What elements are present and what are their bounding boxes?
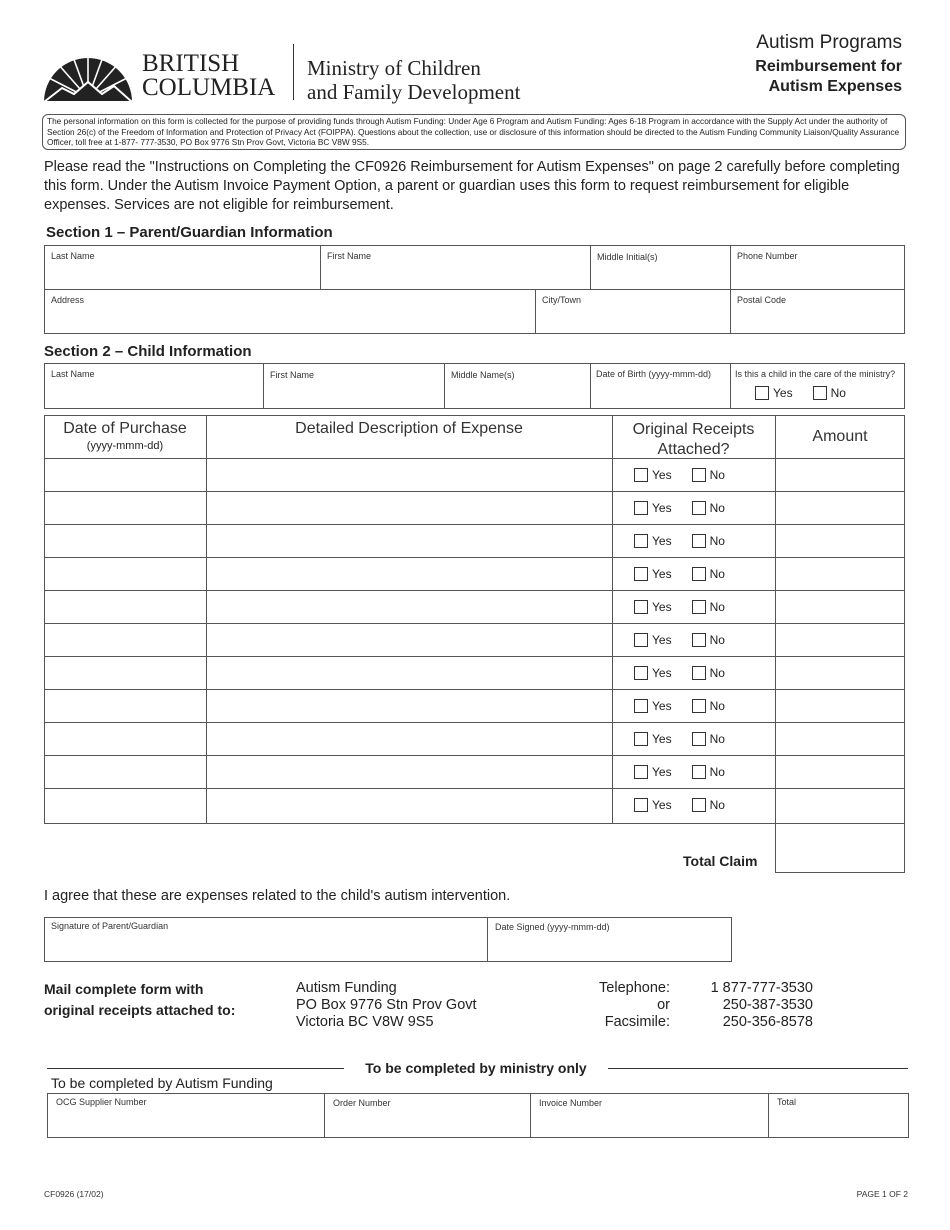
receipts-no-label: No: [709, 666, 725, 680]
receipts-attached: [634, 468, 725, 482]
receipts-no-checkbox[interactable]: [692, 798, 706, 812]
receipts-yes-checkbox[interactable]: [634, 798, 648, 812]
purchase-date-cell[interactable]: [45, 591, 205, 622]
receipts-no-checkbox[interactable]: [692, 600, 706, 614]
purchase-date-cell[interactable]: [45, 756, 205, 787]
amount-cell[interactable]: [776, 492, 904, 523]
receipts-yes-label: Yes: [652, 732, 672, 746]
receipts-yes-label: Yes: [652, 666, 672, 680]
receipts-yes-label: Yes: [652, 600, 672, 614]
telephone-label: Telephone:: [599, 980, 670, 996]
phone-field[interactable]: Phone Number: [737, 251, 798, 261]
expense-description-cell[interactable]: [207, 624, 611, 655]
care-question: Is this a child in the care of the ministry?: [735, 369, 896, 379]
receipts-no-label: No: [709, 732, 725, 746]
receipts-attached: [634, 732, 725, 746]
receipts-no-checkbox[interactable]: [692, 468, 706, 482]
amount-cell[interactable]: [776, 756, 904, 787]
receipts-no-checkbox[interactable]: [692, 765, 706, 779]
receipts-yes-checkbox[interactable]: [634, 501, 648, 515]
amount-cell[interactable]: [776, 624, 904, 655]
receipts-attached: [634, 699, 725, 713]
section1-title: Section 1 – Parent/Guardian Information: [46, 224, 333, 241]
purchase-date-cell[interactable]: [45, 459, 205, 490]
or-label: or: [657, 997, 670, 1013]
parent-first-name-field[interactable]: First Name: [327, 251, 372, 261]
expense-description-cell[interactable]: [207, 657, 611, 688]
ministry-total-field[interactable]: Total: [777, 1097, 797, 1107]
receipts-attached: [634, 534, 725, 548]
receipts-yes-checkbox[interactable]: [634, 633, 648, 647]
purchase-date-cell[interactable]: [45, 624, 205, 655]
parent-middle-field[interactable]: Middle Initial(s): [597, 252, 658, 262]
receipts-yes-checkbox[interactable]: [634, 732, 648, 746]
city-field[interactable]: City/Town: [542, 295, 582, 305]
fax-label: Facsimile:: [604, 1014, 670, 1030]
receipts-attached: [634, 633, 725, 647]
receipts-no-label: No: [709, 468, 725, 482]
expense-description-cell[interactable]: [207, 690, 611, 721]
purchase-date-cell[interactable]: [45, 723, 205, 754]
supplier-number-field[interactable]: OCG Supplier Number: [56, 1097, 147, 1107]
receipts-attached: [634, 567, 725, 581]
receipts-yes-checkbox[interactable]: [634, 765, 648, 779]
order-number-field[interactable]: Order Number: [333, 1098, 391, 1108]
amount-cell[interactable]: [776, 657, 904, 688]
dob-field[interactable]: Date of Birth (yyyy-mmm-dd): [596, 369, 712, 379]
agreement-text: I agree that these are expenses related to the child's autism intervention.: [44, 888, 511, 904]
expense-description-cell[interactable]: [207, 789, 611, 820]
receipts-yes-label: Yes: [652, 501, 672, 515]
receipts-yes-label: Yes: [652, 567, 672, 581]
col-amount-header: Amount: [812, 428, 868, 445]
receipts-yes-label: Yes: [652, 798, 672, 812]
amount-cell[interactable]: [776, 789, 904, 820]
receipts-attached: [634, 765, 725, 779]
ministry-line2: and Family Development: [307, 80, 521, 104]
bc-logo-icon: [42, 44, 134, 104]
child-middle-field[interactable]: Middle Name(s): [451, 370, 515, 380]
amount-cell[interactable]: [776, 591, 904, 622]
care-no-label: No: [830, 386, 846, 400]
receipts-yes-checkbox[interactable]: [634, 567, 648, 581]
signature-field[interactable]: Signature of Parent/Guardian: [51, 921, 169, 931]
form-id: CF0926 (17/02): [44, 1189, 104, 1199]
child-last-name-field[interactable]: Last Name: [51, 369, 95, 379]
invoice-number-field[interactable]: Invoice Number: [539, 1098, 603, 1108]
expense-description-cell[interactable]: [207, 525, 611, 556]
receipts-yes-checkbox[interactable]: [634, 534, 648, 548]
child-first-name-field[interactable]: First Name: [270, 370, 315, 380]
receipts-no-checkbox[interactable]: [692, 501, 706, 515]
receipts-no-checkbox[interactable]: [692, 534, 706, 548]
mail-address-3: Victoria BC V8W 9S5: [296, 1014, 434, 1030]
autism-funding-subheading: To be completed by Autism Funding: [51, 1075, 273, 1091]
receipts-yes-label: Yes: [652, 534, 672, 548]
expense-description-cell[interactable]: [207, 459, 611, 490]
receipts-yes-checkbox[interactable]: [634, 468, 648, 482]
form-title-2: Autism Expenses: [768, 78, 902, 95]
receipts-yes-label: Yes: [652, 699, 672, 713]
section2-title: Section 2 – Child Information: [44, 343, 252, 360]
total-claim-label: Total Claim: [683, 853, 758, 869]
receipts-no-label: No: [709, 798, 725, 812]
mail-instr-1: Mail complete form with: [44, 981, 204, 997]
purchase-date-cell[interactable]: [45, 525, 205, 556]
total-claim-field[interactable]: [776, 824, 904, 872]
expense-description-cell[interactable]: [207, 492, 611, 523]
care-yes-checkbox[interactable]: [755, 386, 769, 400]
receipts-yes-label: Yes: [652, 633, 672, 647]
expense-description-cell[interactable]: [207, 591, 611, 622]
telephone-1: 1 877-777-3530: [710, 980, 813, 996]
purchase-date-cell[interactable]: [45, 690, 205, 721]
amount-cell[interactable]: [776, 558, 904, 589]
receipts-attached: [634, 501, 725, 515]
expense-description-cell[interactable]: [207, 756, 611, 787]
receipts-no-label: No: [709, 600, 725, 614]
purchase-date-cell[interactable]: [45, 789, 205, 820]
receipts-attached: [634, 600, 725, 614]
brand-line2: COLUMBIA: [142, 74, 276, 101]
program-name: Autism Programs: [756, 32, 902, 53]
receipts-no-checkbox[interactable]: [692, 567, 706, 581]
mail-instr-2: original receipts attached to:: [44, 1002, 236, 1018]
ministry-line1: Ministry of Children: [307, 56, 481, 80]
receipts-yes-checkbox[interactable]: [634, 600, 648, 614]
receipts-no-checkbox[interactable]: [692, 732, 706, 746]
amount-cell[interactable]: [776, 723, 904, 754]
receipts-yes-label: Yes: [652, 765, 672, 779]
receipts-no-checkbox[interactable]: [692, 666, 706, 680]
col-desc-header: Detailed Description of Expense: [295, 420, 523, 437]
receipts-no-label: No: [709, 699, 725, 713]
purchase-date-cell[interactable]: [45, 657, 205, 688]
receipts-attached: [634, 666, 725, 680]
mail-address-2: PO Box 9776 Stn Prov Govt: [296, 997, 477, 1013]
telephone-2: 250-387-3530: [722, 997, 813, 1013]
ministry-only-heading: To be completed by ministry only: [365, 1060, 587, 1076]
address-field[interactable]: Address: [51, 295, 85, 305]
amount-cell[interactable]: [776, 525, 904, 556]
receipts-no-label: No: [709, 633, 725, 647]
expense-description-cell[interactable]: [207, 723, 611, 754]
col-date-format: (yyyy-mmm-dd): [86, 440, 164, 452]
receipts-no-label: No: [709, 567, 725, 581]
receipts-attached: [634, 798, 725, 812]
receipts-no-checkbox[interactable]: [692, 633, 706, 647]
brand-line1: BRITISH: [142, 50, 240, 77]
date-signed-field[interactable]: Date Signed (yyyy-mmm-dd): [495, 922, 610, 932]
receipts-yes-checkbox[interactable]: [634, 666, 648, 680]
receipts-no-checkbox[interactable]: [692, 699, 706, 713]
receipts-no-label: No: [709, 534, 725, 548]
receipts-no-label: No: [709, 765, 725, 779]
form-title-1: Reimbursement for: [755, 58, 902, 75]
expense-description-cell[interactable]: [207, 558, 611, 589]
col-receipts-header: Original Receipts: [632, 421, 755, 438]
col-receipts-header-2: Attached?: [657, 441, 730, 458]
purchase-date-cell[interactable]: [45, 558, 205, 589]
purchase-date-cell[interactable]: [45, 492, 205, 523]
care-yes-label: Yes: [773, 386, 793, 400]
amount-cell[interactable]: [776, 459, 904, 490]
care-no-checkbox[interactable]: [813, 386, 827, 400]
mail-address-1: Autism Funding: [296, 980, 397, 996]
receipts-yes-checkbox[interactable]: [634, 699, 648, 713]
parent-last-name-field[interactable]: Last Name: [51, 251, 95, 261]
receipts-yes-label: Yes: [652, 468, 672, 482]
intro-text: Please read the "Instructions on Completing the CF0926 Reimbursement for Autism Expenses" on page 2 carefully before completing this form. Under the Autism Invoice Payment Option, a parent or guardian uses this form to request reimbursement for eligible expenses. Services are not eligible for reimbursement.: [44, 159, 900, 213]
fax-number: 250-356-8578: [722, 1014, 813, 1030]
page-number: PAGE 1 OF 2: [856, 1189, 908, 1199]
privacy-notice: The personal information on this form is collected for the purpose of providing funds through Autism Funding: Under Age 6 Program and Autism Funding: Ages 6-18 Program in accordance with the Supply Act under the authority of Section 26(c) of the Freedom of Information and Protection of Privacy Act (FOIPPA). Questions about the collection, use or disclosure of this information should be directed to the Autism Funding Community Liaison/Quality Assurance Officer, toll free at 1-877- 777-3530, PO Box 9776 Stn Prov Govt, Victoria BC V8W 9S5.: [42, 114, 906, 150]
amount-cell[interactable]: [776, 690, 904, 721]
col-date-header: Date of Purchase: [63, 420, 187, 437]
receipts-no-label: No: [709, 501, 725, 515]
postal-code-field[interactable]: Postal Code: [737, 295, 787, 305]
